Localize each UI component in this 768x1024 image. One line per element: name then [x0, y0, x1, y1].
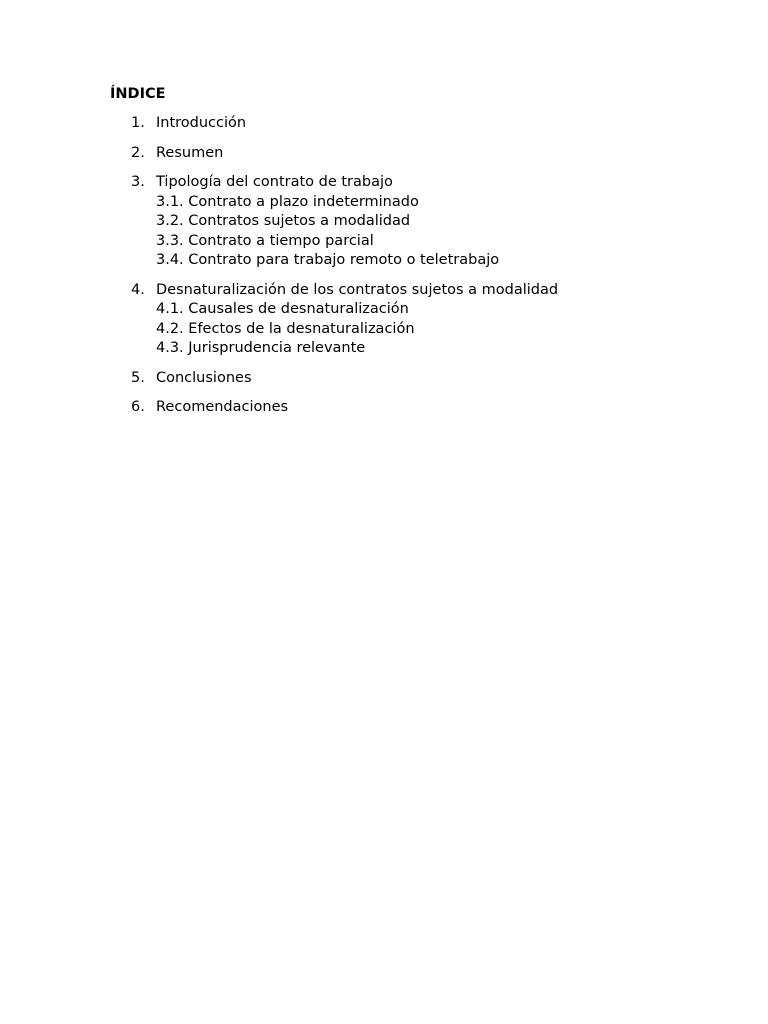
- toc-item-number: 5.: [131, 369, 145, 386]
- toc-item-label: Resumen: [156, 144, 224, 161]
- toc-item-number: 1.: [131, 115, 145, 131]
- toc-item-number: 3.: [131, 174, 145, 190]
- toc-subitem: 4.2. Efectos de la desnaturalización: [156, 320, 415, 337]
- toc-item-label: Recomendaciones: [156, 399, 289, 415]
- toc-subitem: 3.3. Contrato a tiempo parcial: [156, 232, 374, 249]
- toc-item-label: Desnaturalización de los contratos sujetos a modalidad: [156, 281, 559, 298]
- toc-item-2: [131, 144, 558, 164]
- toc-sublist: [131, 193, 558, 271]
- toc-item-label: Tipología del contrato de trabajo: [156, 174, 393, 190]
- table-of-contents: [131, 114, 558, 428]
- toc-item-label: Introducción: [156, 115, 247, 131]
- toc-item-number: 4.: [131, 281, 145, 298]
- toc-item-label: Conclusiones: [156, 369, 252, 386]
- toc-subitem: 4.3. Jurisprudencia relevante: [156, 340, 366, 356]
- toc-subitem: 4.1. Causales de desnaturalización: [156, 301, 409, 317]
- toc-subitem: 3.1. Contrato a plazo indeterminado: [156, 193, 419, 210]
- toc-item-1: [131, 114, 558, 134]
- toc-sublist: [131, 300, 558, 359]
- toc-item-number: 6.: [131, 399, 145, 415]
- toc-item-3: [131, 173, 558, 271]
- page-title: ÍNDICE: [110, 86, 166, 102]
- toc-item-5: [131, 369, 558, 389]
- toc-item-4: [131, 281, 558, 359]
- toc-item-6: [131, 398, 558, 418]
- toc-subitem: 3.2. Contratos sujetos a modalidad: [156, 213, 411, 229]
- toc-item-number: 2.: [131, 144, 145, 161]
- toc-subitem: 3.4. Contrato para trabajo remoto o teletrabajo: [156, 252, 500, 268]
